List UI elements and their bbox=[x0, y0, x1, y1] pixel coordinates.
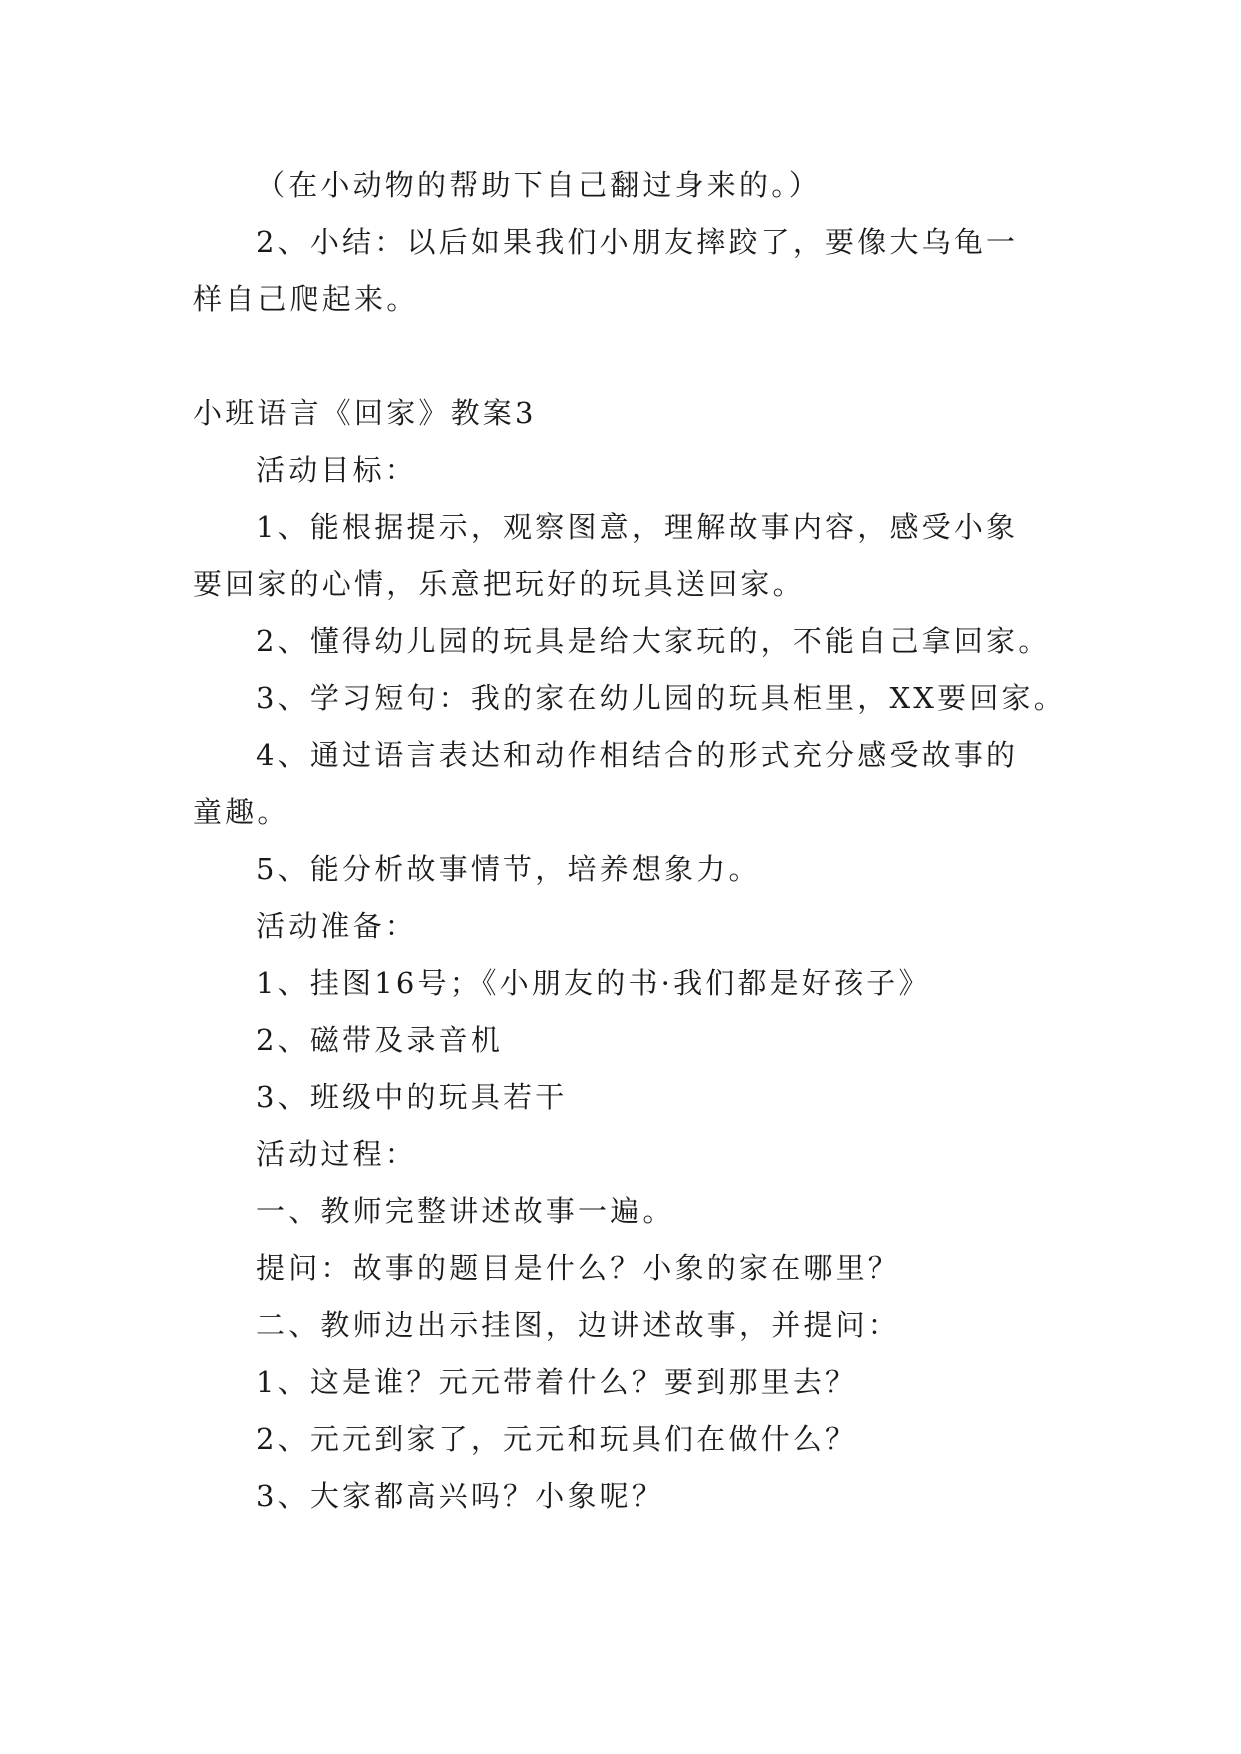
prep-item-3: 3、班级中的玩具若干 bbox=[256, 1080, 568, 1114]
question-item-1: 1、这是谁？元元带着什么？要到那里去？ bbox=[256, 1365, 858, 1399]
goal-item-4-cont: 童趣。 bbox=[193, 795, 290, 829]
text-line-aside: （在小动物的帮助下自己翻过身来的。） bbox=[256, 168, 822, 202]
process-step-1: 一、教师完整讲述故事一遍。 bbox=[256, 1194, 675, 1228]
goal-item-1: 1、能根据提示，观察图意，理解故事内容，感受小象 bbox=[256, 510, 1019, 544]
section-title: 小班语言《回家》教案3 bbox=[193, 396, 537, 430]
prep-item-1: 1、挂图16号；《小朋友的书·我们都是好孩子》 bbox=[256, 966, 931, 1000]
prep-item-2: 2、磁带及录音机 bbox=[256, 1023, 504, 1057]
heading-activity-process: 活动过程： bbox=[256, 1137, 418, 1171]
goal-item-3: 3、学习短句：我的家在幼儿园的玩具柜里，XX要回家。 bbox=[256, 681, 1066, 715]
text-line-summary: 2、小结：以后如果我们小朋友摔跤了，要像大乌龟一 bbox=[256, 225, 1019, 259]
question-item-3: 3、大家都高兴吗？小象呢？ bbox=[256, 1479, 665, 1513]
heading-activity-goals: 活动目标： bbox=[256, 453, 418, 487]
process-step-2: 二、教师边出示挂图，边讲述故事，并提问： bbox=[256, 1308, 901, 1342]
goal-item-4: 4、通过语言表达和动作相结合的形式充分感受故事的 bbox=[256, 738, 1019, 772]
text-line-summary-cont: 样自己爬起来。 bbox=[193, 282, 419, 316]
goal-item-1-cont: 要回家的心情，乐意把玩好的玩具送回家。 bbox=[193, 567, 805, 601]
goal-item-5: 5、能分析故事情节，培养想象力。 bbox=[256, 852, 761, 886]
question-item-2: 2、元元到家了，元元和玩具们在做什么？ bbox=[256, 1422, 858, 1456]
process-question: 提问：故事的题目是什么？小象的家在哪里？ bbox=[256, 1251, 901, 1285]
heading-activity-prep: 活动准备： bbox=[256, 909, 418, 943]
goal-item-2: 2、懂得幼儿园的玩具是给大家玩的，不能自己拿回家。 bbox=[256, 624, 1051, 658]
